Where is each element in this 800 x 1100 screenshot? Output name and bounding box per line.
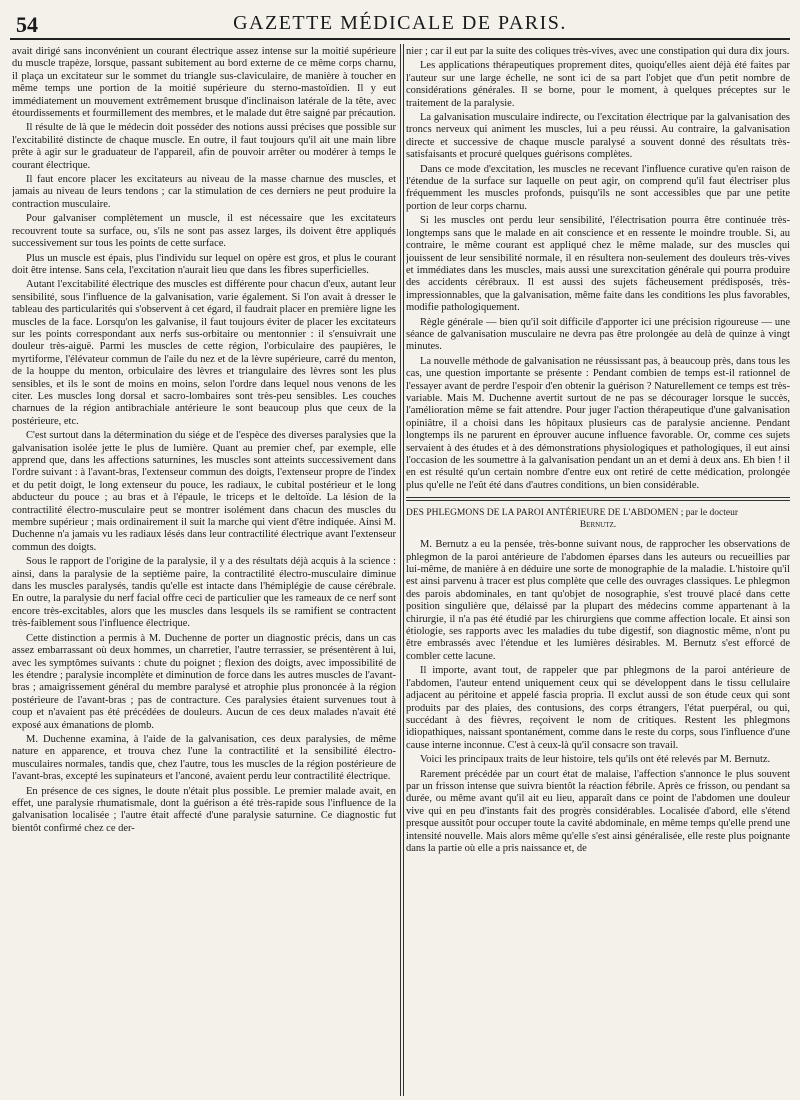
paragraph: La galvanisation musculaire indirecte, ou l'excitation électrique par la galvanisation des troncs nerveux qui animent les muscles, lui a peu réussi. Au contraire, la galvanisation directe et successive de chaque muscle paralysé a souvent donné des résultats très-satisfaisants et procuré quelques guérisons complètes.: [406, 112, 790, 161]
paragraph: C'est surtout dans la détermination du siége et de l'espèce des diverses paralysies que la galvanisation isolée jette le plus de lumière. Quant au premier chef, par exemple, elle apprend que, dans les affections saturnines, les muscles sont atteints successivement dans l'ordre suivant : à l'avant-bras, l'extenseur commun des doigts, l'extenseur propre de l'index et du petit doigt, le long extenseur du pouce, les radiaux, le cubital postérieur et le long abducteur du pouce ; au bras et à l'épaule, le triceps et le deltoïde. La lésion de la contractilité électro-musculaire peut se montrer isolément dans chacun des muscles du membre supérieur ; mais ordinairement il suit la marche qui vient d'être indiquée. Ainsi M. Duchenne n'a jamais vu les radiaux lésés dans leur contractilité électrique avant l'extenseur commun des doigts.: [12, 430, 396, 553]
article-title: DES PHLEGMONS DE LA PAROI ANTÉRIEURE DE L'ABDOMEN ; par le docteur: [406, 508, 738, 519]
paragraph: Voici les principaux traits de leur histoire, tels qu'ils ont été relevés par M. Bernutz.: [420, 754, 771, 766]
paragraph: M. Duchenne examina, à l'aide de la galvanisation, ces deux paralysies, de même nature en apparence, et trouva chez l'une la contractilité et la sensibilité électro-musculaires normales, tandis que, chez l'autre, tous les muscles de la région postérieure de l'avant-bras, excepté les supinateurs et l'anconé, avaient perdu leur contractilité électrique.: [12, 733, 396, 783]
paragraph: Il résulte de là que le médecin doit posséder des notions aussi précises que possible sur l'excitabilité distincte de chaque muscle. En outre, il faut toujours qu'il ait une main libre prête à agir sur le graduateur de l'appareil, afin de pouvoir arrêter ou modérer à temps le courant électrique.: [12, 122, 396, 171]
paragraph: Pour galvaniser complètement un muscle, il est nécessaire que les excitateurs recouvrent toute sa surface, ou, s'ils ne sont pas assez larges, ils doivent être appliqués successivement sur tous les points de cette surface.: [12, 213, 396, 250]
paragraph: Sous le rapport de l'origine de la paralysie, il y a des résultats déjà acquis à la science : ainsi, dans la paralysie de la septième paire, la contractilité électro-musculaire diminue dans les muscles paralysés, tandis qu'elle est intacte dans l'hémiplégie de cause cérébrale. En outre, la paralysie du nerf facial offre ceci de particulier que les rameaux de ce nerf sont encore très-excitables, alors que les muscles dans lesquels ils se ramifient se contractent très-faiblement sous l'influence électrique.: [12, 556, 396, 630]
article-author: Bernutz.: [579, 520, 617, 531]
paragraph: En présence de ces signes, le doute n'était plus possible. Le premier malade avait, en effet, une paralysie rhumatismale, dont la guérison a été très-rapide sous l'influence de la galvanisation localisée ; l'autre était affecté d'une paralysie saturnine. Ce diagnostic fut bientôt confirmé chez ce der-: [12, 785, 396, 834]
paragraph: La nouvelle méthode de galvanisation ne réussissant pas, à beaucoup près, dans tous les cas, une question importante se présente : Pendant combien de temps est-il rationnel de l'essayer avant de perdre l'espoir d'en obtenir la guérison ? Naturellement ce temps est très-variable. Mais M. Duchenne avertit surtout de ne pas se décourager lorsque le succès, l'amélioration même se fait attendre. Pour juger l'action thérapeutique d'une galvanisation opiniâtre, il a choisi dans les hôpitaux plusieurs cas de paralysie ancienne. Pendant longtemps ils ne parurent en éprouver aucune influence favorable. Or, comme ces sujets servaient à des études et à des démonstrations physiologiques et pathologiques, il eut ainsi l'occasion de les soumettre à la galvanisation pendant un an et demi à deux ans. Eh bien ! il en est résulté qu'un certain nombre d'entre eux ont retiré de cette médication, prolongée plus qu'elle ne l'eût été dans d'autres conditions, un bien considérable.: [406, 355, 790, 491]
journal-title: GAZETTE MÉDICALE DE PARIS.: [233, 12, 567, 34]
column-rule: [400, 44, 401, 1096]
paragraph: Les applications thérapeutiques proprement dites, quoiqu'elles aient déjà été faites par l'auteur sur une large échelle, ne sont ici de sa part l'objet que d'un petit nombre de considérations générales. Il se borne, pour le moment, à quelques préceptes sur le traitement de la paralysie.: [406, 60, 790, 109]
paragraph: Règle générale — bien qu'il soit difficile d'apporter ici une précision rigoureuse — une séance de galvanisation musculaire ne devra pas être prolongée au delà de quinze à vingt minutes.: [406, 316, 790, 353]
section-divider: [406, 497, 790, 501]
paragraph: avait dirigé sans inconvénient un courant électrique assez intense sur la moitié supérieure du muscle trapèze, lorsque, passant subitement au bord externe de ce même corps charnu, il plaça un excitateur sur le sommet du triangle sus-claviculaire, de manière à toucher en même temps une portion de la moitié supérieure du sterno-mastoïdien. Il y eut immédiatement un mouvement extrêmement brusque d'inclinaison latérale de la tête, avec étourdissements et fourmillement des membres, et le malade dut être saigné par précaution.: [12, 46, 396, 120]
right-column: [406, 46, 790, 1094]
paragraph: M. Bernutz a eu la pensée, très-bonne suivant nous, de rapprocher les observations de phlegmon de la paroi antérieure de l'abdomen éparses dans les auteurs ou recueillies par lui-même, de manière à en déduire une sorte de monographie de la maladie. L'histoire qu'il est ainsi parvenu à tracer est plus complète que celle des ouvrages classiques. Le phlegmon des parois abdominales, en tant qu'objet de nosographie, s'est trouvé placé dans cette position singulière que, délaissé par la plupart des médecins comme appartenant à la chirurgie, il n'a pas été étudié par les chirurgiens que comme affection locale. Et ainsi son étiologie, ses rapports avec les maladies du tube digestif, son diagnostic même, n'ont pu être embrassés avec l'étendue et les lumières désirables. M. Bernutz s'est efforcé de combler cette lacune.: [406, 539, 790, 662]
paragraph: Autant l'excitabilité électrique des muscles est différente pour chacun d'eux, autant leur sensibilité, sous l'influence de la galvanisation, varie également. Si l'on avait à dresser le tableau des particularités qui s'observent à cet égard, il faudrait placer en première ligne les muscles de la face. Lorsqu'on les galvanise, il faut toujours éviter de placer les excitateurs sur les points correspondant aux nerfs sus-orbitaire ou mentonnier : il s'ensuivrait une douleur très-aiguë. Parmi les muscles de cette région, l'orbiculaire des paupières, le myrtiforme, l'élévateur commun de l'aile du nez et de la lèvre supérieure, carré du menton, de la houppe du menton, orbiculaire des lèvres et triangulaire des lèvres sont les plus sensibles, et ils le sont de moins en moins, selon l'ordre dans lequel nous venons de les citer. Les muscles long dorsal et sacro-lombaires sont très-peu sensibles. Les couches charnues de la région antibrachiale antérieure le sont beaucoup plus que ceux de la postérieure, etc.: [12, 279, 396, 427]
left-column: [12, 46, 396, 1094]
paragraph: Dans ce mode d'excitation, les muscles ne recevant l'influence curative qu'en raison de l'étendue de la surface sur laquelle on peut agir, on comprend qu'il faut électriser plus fréquemment les muscles profonds, puisqu'ils ne sont accessibles que par une petite portion de leur corps charnu.: [406, 163, 790, 212]
paragraph: Rarement précédée par un court état de malaise, l'affection s'annonce le plus souvent par un frisson intense que suivra bientôt la réaction fébrile. Après ce frisson, ou pendant sa durée, ou même avant qu'il ait eu lieu, apparaît dans ce point de l'abdomen une douleur vive qui en peu d'instants fait des progrès considérables. Localisée d'abord, elle s'étend presque aussitôt pour occuper toute la cavité abdominale, en même temps qu'elle prend une intensité nouvelle. Mais alors même qu'elle s'est ainsi généralisée, elle reste plus poignante dans la partie où elle a pris naissance et, de: [406, 768, 790, 854]
paragraph: Il importe, avant tout, de rappeler que par phlegmons de la paroi antérieure de l'abdomen, l'auteur entend uniquement ceux qui se développent dans le tissu cellulaire adjacent au péritoine et appelé fascia propria. Il exclut aussi de son étude ceux qui sont produits par des plaies, des contusions, des corps étrangers, l'état puerpéral, ou qui, succédant à des fièvres, reçoivent le nom de critiques. Restent les phlegmons idiopathiques, naissant spontanément, comme dans le reste du corps, sous l'influence d'une cause interne inconnue. C'est à ceux-là qu'il consacre son travail.: [406, 665, 790, 751]
paragraph: Il faut encore placer les excitateurs au niveau de la masse charnue des muscles, et jamais au niveau de leurs tendons ; car la stimulation de ces derniers ne peut produire la contraction musculaire.: [12, 174, 396, 210]
paragraph: nier ; car il eut par la suite des coliques très-vives, avec une constipation qui dura dix jours.: [406, 46, 790, 57]
article-heading: [406, 507, 790, 531]
page-number: 54: [16, 12, 38, 37]
paragraph: Si les muscles ont perdu leur sensibilité, l'électrisation pourra être continuée très-longtemps sans que le malade en ait conscience et en ressente le moindre trouble. Si, au contraire, le même courant est appliqué chez le même malade, sur des muscles qui jouissent de leur sensibilité normale, il en résultera non-seulement des douleurs très-vives et immédiates dans les muscles, mais aussi une surexcitation générale qui pourra produire des accidents cérébraux. Il est aussi des sujets fâcheusement prédisposés, très-impressionnables, que la galvanisation, même faite dans les conditions les plus favorables, modifie pathologiquement.: [406, 215, 790, 314]
column-rule: [403, 44, 404, 1096]
paragraph: Cette distinction a permis à M. Duchenne de porter un diagnostic précis, dans un cas assez embarrassant où deux hommes, un charretier, l'autre terrassier, se présentèrent à lui, avec les symptômes suivants : chute du poignet ; flexion des doigts, avec impossibilité de les étendre ; paralysie incomplète et diminution de force dans les autres muscles de l'avant-bras ; amaigrissement général du membre paralysé et atrophie plus prononcée à la région postérieure de l'avant-bras ; pas de contracture. Ces paralysies étaient survenues tout à coup et n'avaient pas été précédées de douleurs. Aucun de ces deux malades n'avait été exposé aux émanations de plomb.: [12, 632, 396, 731]
paragraph: Plus un muscle est épais, plus l'individu sur lequel on opère est gros, et plus le courant doit être intense. Sans cela, l'excitation n'aurait lieu que dans les fibres superficielles.: [12, 252, 396, 276]
page-header: [10, 8, 790, 40]
